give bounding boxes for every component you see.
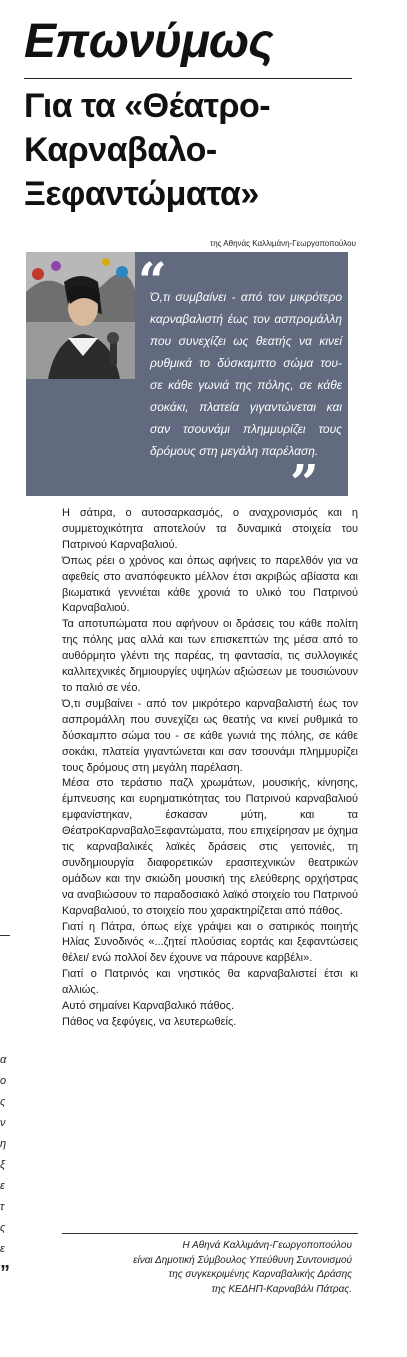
fragment-letter: ς <box>0 1096 6 1108</box>
fragment-letter: ξ <box>0 1159 5 1171</box>
body-paragraph: Τα αποτυπώματα που αφήνουν οι δράσεις του κάθε πολίτη της πόλης μας αλλά και των επισκεπτών της μέσα από το αυθόρμητο γλέντι της παρέας, τη φαντασία, τις συλλογικές καλλιτεχνικές δημιουργίες υψηλών αξιώσεων με τουσιώνουν το παλιό σε νέο. <box>62 618 358 694</box>
fragment-quote-mark: ” <box>0 1262 10 1284</box>
body-paragraph: Πάθος να ξεφύγεις, να λευτερωθείς. <box>62 1016 237 1028</box>
fragment-letter: ν <box>0 1117 6 1129</box>
fragment-letter: α <box>0 1054 7 1066</box>
article-headline <box>24 84 364 216</box>
footer-divider <box>62 1233 358 1234</box>
body-paragraph: Γιατί ο Πατρινός και νηστικός θα καρναβαλιστεί έτσι κι αλλιώς. <box>62 968 358 997</box>
fragment-letter: τ <box>0 1201 5 1213</box>
body-paragraph: Η σάτιρα, ο αυτοσαρκασμός, ο αναχρονισμός και η συμμετοχικότητα αποτελούν τα δυναμικά στοιχεία του Πατρινού Καρναβαλιού. <box>62 507 358 551</box>
author-note-line: της συγκεκριμένης Καρναβαλικής Δράσης <box>168 1269 352 1280</box>
adjacent-column-fragment <box>0 1050 12 1260</box>
body-paragraph: Όπως ρέει ο χρόνος και όπως αφήνεις το παρελθόν για να αφεθείς στο αναπόφευκτο μέλλον έτσι ακριβώς αβίαστα και βιωματικά γεννιέται κάθε χρονιά το υλικό του Πατρινού Καρναβαλιού. <box>62 554 358 615</box>
section-title: Επωνύμως <box>24 15 273 68</box>
fragment-letter: η <box>0 1138 7 1150</box>
author-photo <box>26 252 135 379</box>
article-byline: της Αθηνάς Καλλιμάνη-Γεωργοποπούλου <box>210 239 356 248</box>
margin-divider <box>0 935 10 936</box>
author-note-line: Η Αθηνά Καλλιμάνη-Γεωργοποπούλου <box>182 1240 352 1251</box>
author-note-line: είναι Δημοτική Σύμβουλος Υπεύθυνη Συντονισμού <box>133 1254 352 1266</box>
pullquote-text: Ό,τι συμβαίνει - από τον μικρότερο καρναβαλιστή έως τον ασπρομάλλη που συνεχίζει ως θεατής να κινεί ρυθμικά το δύσκαμπτο σώμα του- σε κάθε γωνιά της πόλης, σε κάθε σοκάκι, πλατεία γιγαντώνεται και σαν τσουνάμι πλημμυρίζει τους δρόμους στη μεγάλη παρέλαση. <box>150 290 342 458</box>
body-paragraph: Ό,τι συμβαίνει - από τον μικρότερο καρναβαλιστή έως τον ασπρομάλλη που συνεχίζει ως θεατής να κινεί ρυθμικά το δύσκαμπτο σώμα του - σε κάθε γωνιά της πόλης, σε κάθε σοκάκι, πλατεία γιγαντώνεται και σαν τσουνάμι πλημμυρίζει τους δρόμους στη μεγάλη παρέλαση. <box>62 697 358 774</box>
body-paragraph: Αυτό σημαίνει Καρναβαλικό πάθος. <box>62 1000 235 1013</box>
close-quote-mark: ” <box>290 453 319 512</box>
author-note <box>62 1239 352 1297</box>
headline-line: Καρναβαλο- <box>24 131 217 169</box>
body-paragraph: Μέσα στο τεράστιο παζλ χρωμάτων, μουσικής, κίνησης, έμπνευσης και ευρηματικότητας του Πατρινού καρναβαλιού εμφανίστηκαν, έσκασαν μύτη, και τα ΘέατροΚαρναβαλοΞεφαντώματα, που επιχείρησαν με όχημα τις καρναβαλικές λαϊκές δράσεις στις γειτονιές, τη συνδημιουργία διαφορετικών ερασιτεχνικών θεατρικών ομάδων και την σκιώδη μουσική της ελεύθερης ορχήστρας να αναβιώσουν το παραδοσιακό λαϊκό στοιχείο του Πατρινού Καρναβαλιού, το στοιχείο που χαρακτηρίζεται από πάθος. <box>62 777 358 917</box>
headline-line: Ξεφαντώματα» <box>24 175 259 213</box>
headline-line: Για τα «Θέατρο- <box>24 87 271 125</box>
body-paragraph: Γιατί η Πάτρα, όπως είχε γράψει και ο σατιρικός ποιητής Ηλίας Συνοδινός «...ζητεί πλούσιας εορτάς και ξεφαντώσεις θέλει/ ενώ πολλοί δεν έχουνε να πάρουνε καρβέλι». <box>62 920 358 965</box>
fragment-letter: ο <box>0 1075 7 1087</box>
fragment-letter: ε <box>0 1243 5 1255</box>
fragment-letter: ε <box>0 1180 5 1192</box>
article-body <box>62 506 358 1031</box>
fragment-letter: ς <box>0 1222 6 1234</box>
open-quote-mark: “ <box>138 251 167 310</box>
author-note-line: της ΚΕΔΗΠ-Καρναβάλι Πάτρας. <box>211 1283 352 1295</box>
title-divider <box>24 78 352 79</box>
